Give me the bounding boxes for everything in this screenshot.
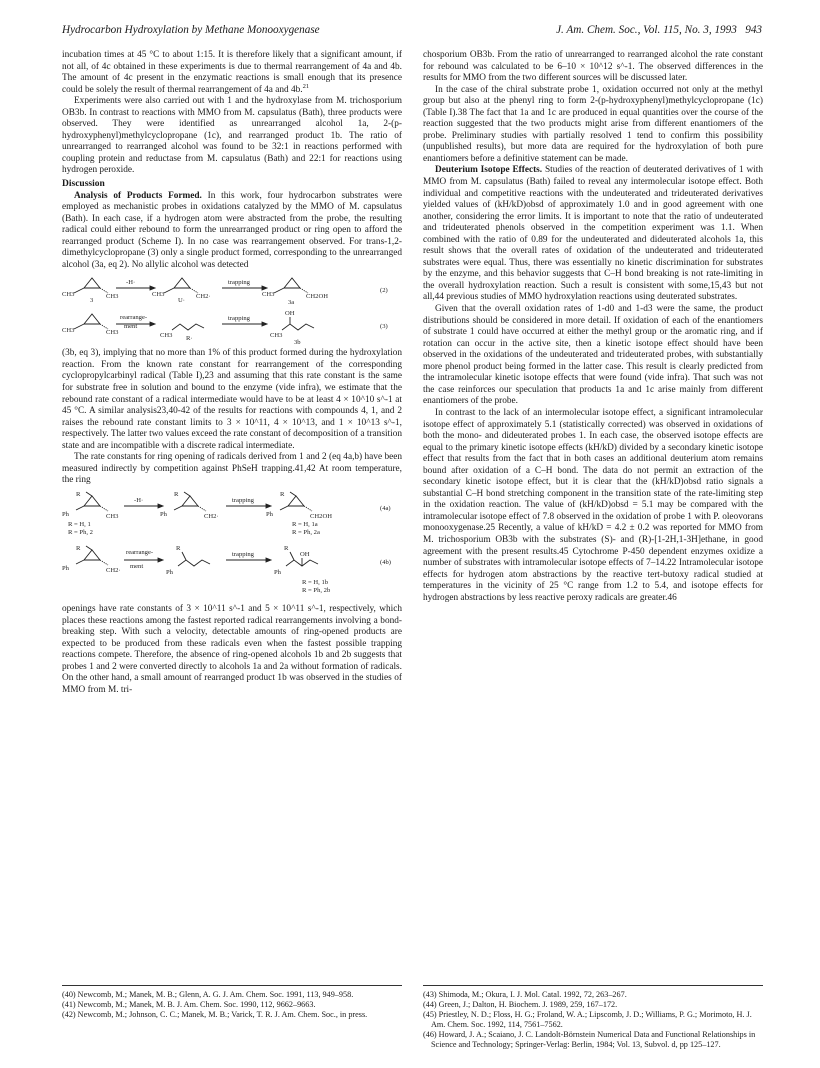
svg-text:Ph: Ph xyxy=(274,568,281,576)
svg-text:R = Ph, 2b: R = Ph, 2b xyxy=(302,586,331,594)
svg-text:Ph: Ph xyxy=(266,510,273,518)
svg-text:CH2OH: CH2OH xyxy=(306,293,328,301)
svg-text:Ph: Ph xyxy=(160,510,167,518)
svg-text:OH: OH xyxy=(285,310,295,318)
svg-text:(2): (2) xyxy=(380,287,388,295)
svg-text:CH2OH: CH2OH xyxy=(310,512,332,520)
svg-text:3: 3 xyxy=(90,297,94,305)
svg-text:CH3: CH3 xyxy=(152,291,165,299)
svg-text:CH3: CH3 xyxy=(106,293,119,301)
svg-text:rearrange-: rearrange- xyxy=(120,314,148,322)
svg-text:trapping: trapping xyxy=(232,496,254,504)
svg-text:CH2·: CH2· xyxy=(196,293,211,301)
paragraph: The rate constants for ring opening of radicals derived from 1 and 2 (eq 4a,b) have been measured indirectly by competition against PhSeH trapping.41,42 At room temperature, the ring xyxy=(62,452,402,486)
svg-text:3b: 3b xyxy=(294,339,301,347)
svg-text:CH3: CH3 xyxy=(262,291,275,299)
page-number: 943 xyxy=(745,24,762,36)
svg-text:U·: U· xyxy=(178,297,185,305)
right-column xyxy=(423,50,763,604)
svg-text:R: R xyxy=(284,544,289,552)
svg-text:CH2·: CH2· xyxy=(106,566,121,574)
paragraph: openings have rate constants of 3 × 10^11 s^-1 and 5 × 10^11 s^-1, respectively, which places these reactions among the fastest reported radical rearrangements involving a bond-breaking step. With such a velocity, detectable amounts of ring-opened products are expected to be produced from these radicals even when the fastest possible trapping reactions compete. Therefore, the absence of ring-opened alcohols 1b and 2b suggests that probes 1 and 2 were converted directly to alcohols 1a and 2a without formation of radicals. On the other hand, a small amount of rearranged product 1b was observed in the studies of MMO from M. tri- xyxy=(62,603,402,695)
footnote: (43) Shimoda, M.; Okura, I. J. Mol. Catal. 1992, 72, 263–267. xyxy=(423,990,627,999)
footnote: (41) Newcomb, M.; Manek, M. B. J. Am. Chem. Soc. 1990, 112, 9662–9663. xyxy=(62,1000,316,1009)
running-header xyxy=(62,24,762,40)
svg-text:R = Ph, 2: R = Ph, 2 xyxy=(68,528,93,536)
svg-text:R: R xyxy=(76,490,81,498)
svg-text:R = H, 1: R = H, 1 xyxy=(68,520,91,528)
equation-4-scheme xyxy=(62,490,402,602)
footnote-rule xyxy=(423,985,763,986)
footnote: (45) Priestley, N. D.; Floss, H. G.; Froland, W. A.; Lipscomb, J. D.; Williams, P. G.; Morimoto, H. J. Am. Chem. Soc. 1992, 114, 7561–7562. xyxy=(423,1010,752,1029)
svg-text:R: R xyxy=(174,490,179,498)
footnote: (42) Newcomb, M.; Johnson, C. C.; Manek, M. B.; Varick, T. R. J. Am. Chem. Soc., in press. xyxy=(62,1010,368,1019)
svg-text:CH3: CH3 xyxy=(62,291,75,299)
paragraph: Experiments were also carried out with 1 and the hydroxylase from M. trichosporium OB3b. In contrast to reactions with MMO from M. capsulatus (Bath), three products were observed. They were identified as unrearranged alcohol 1a, 2-(p-hydroxyphenyl)methylcyclopropane (1c), and rearranged product 1b. The ratio of unrearranged to rearranged alcohol was found to be 32:1 in reactions performed with coupling protein and reductase from M. capsulatus (Bath) and 22:1 for reactions using hydrogen peroxide. xyxy=(62,96,402,176)
svg-text:ment: ment xyxy=(124,323,138,331)
equation-2-3-scheme xyxy=(62,274,402,346)
svg-text:R = Ph, 2a: R = Ph, 2a xyxy=(292,528,320,536)
footnote: (44) Green, J.; Dalton, H. Biochem. J. 1989, 259, 167–172. xyxy=(423,1000,618,1009)
svg-text:CH2·: CH2· xyxy=(204,512,219,520)
footnote: (40) Newcomb, M.; Manek, M. B.; Glenn, A. G. J. Am. Chem. Soc. 1991, 113, 949–958. xyxy=(62,990,354,999)
paragraph: (3b, eq 3), implying that no more than 1% of this product formed during the hydroxylation reaction. From the known rate constant for rearrangement of the corresponding cyclopropylcarbinyl radical (Table I),23 and assuming that this rate constant is the same for substrate free in solution and bound to the enzyme (vide infra), we estimate that the rebound rate constant of a radical intermediate would have to be at least 4 × 10^10 s^-1 at 45 °C. A similar analysis23,40-42 of the results for reactions with compounds 4, 1, and 2 raises the rebound rate constant limits to 3 × 10^11, 4 × 10^13, and 1 × 10^13 s^-1, respectively. The latter two values exceed the rate constant of decomposition of a transition state and are incompatible with a discrete radical intermediate. xyxy=(62,348,402,451)
footnotes-left xyxy=(62,985,402,1020)
svg-text:trapping: trapping xyxy=(228,279,250,287)
svg-text:trapping: trapping xyxy=(232,550,254,558)
svg-text:R = H, 1b: R = H, 1b xyxy=(302,578,329,586)
paragraph: In the case of the chiral substrate probe 1, oxidation occurred not only at the methyl group but also at the phenyl ring to form 2-(p-hydroxyphenyl)methylcyclopropane (1c) (Table I).38 The fact that 1a and 1c are produced in equal quantities over the course of the reaction suggested that the two products might arise from different enantiomers of the probe. Preliminary studies with partially resolved 1 tend to confirm this possibility (unpublished results), but more data are required for the hydroxylation of both pure enantiomers before a definitive statement can be made. xyxy=(423,84,763,164)
footnote: (46) Howard, J. A.; Scaiano, J. C. Landolt-Börnstein Numerical Data and Functional Relationships in Science and Technology; Springer-Verlag: Berlin, 1984; Vol. 13, Subvol. d, pp 125–127. xyxy=(423,1030,756,1049)
paragraph: Analysis of Products Formed. In this work, four hydrocarbon substrates were employed as mechanistic probes in oxidations catalyzed by the MMO of M. capsulatus (Bath). In each case, if a hydrogen atom were abstracted from the probe, the resulting radical could either rebound to form the unrearranged product or ring open to afford the rearranged product (Scheme I). In no case was rearrangement observed. For trans-1,2-dimethylcyclopropane (3) only a single product formed, corresponding to the unrearranged alcohol (3a, eq 2). No allylic alcohol was detected xyxy=(62,190,402,270)
paragraph: incubation times at 45 °C to about 1:15. It is therefore likely that a significant amount, if not all, of 4c obtained in these experiments is due to thermal rearrangement of 4a and 4b. The amount of 4c present in the enzymatic reactions is small enough that its presence could be solely the result of thermal rearrangement of 4a and 4b.$^{21}$ xyxy=(62,50,402,95)
section-heading: Discussion xyxy=(62,179,105,190)
svg-text:ment: ment xyxy=(130,562,144,570)
svg-text:(4a): (4a) xyxy=(380,504,391,512)
paragraph: Given that the overall oxidation rates of 1-d0 and 1-d3 were the same, the product distributions should be considered in more detail. If oxidation of each of the enantiomers of substrate 1 could have occurred at either the methyl group or the aromatic ring, and if rotation can occur in the active site, then a kinetic isotope effect should have been observed in the oxidations of the undeuterated and trideuterated probes, with substantially more phenol product being formed in the latter case. This result is clearly predicted from the intramolecular kinetic isotope effects that were found (vide infra). That such was not the case reinforces our speculation that products 1a and 1c arise mainly from different enantiomers of the probe. xyxy=(423,304,763,407)
svg-text:-H·: -H· xyxy=(126,279,136,287)
svg-text:CH3: CH3 xyxy=(270,332,283,340)
svg-text:CH3: CH3 xyxy=(160,332,173,340)
paragraph: In contrast to the lack of an intermolecular isotope effect, a significant intramolecular isotope effect of approximately 5.1 (statistically corrected) was observed in oxidations of both the mono- and dideuterated probes 1. In each case, the observed isotope effects are equal to the primary kinetic isotope effects (kH/kD) divided by a secondary kinetic isotope effect that results from the fact that in both cases an additional deuterium atom remains bound after oxidation of a C–H bond. The data do not permit an extraction of the secondary kinetic isotope effect, but it is clear that the (kH/kD)obsd ratio signals a substantial C–H bond stretching component in the transition state of the rate-limiting step in the oxidation reaction. The value of (kH/kD)obsd = 5.1 may be compared with the intramolecular isotope effect of 7.8 observed in the oxidation of probe 1 with P. oleovorans monooxygenase.25 Recently, a value of kH/kD = 4.2 ± 0.2 was reported for MMO from M. trichosporium OB3b with the substrates (S)- and (R)-[1-2H,1-3H]ethane, in good agreement with the present results.45 Cytochrome P-450 dependent enzymes oxidize a number of substrates with intramolecular isotope effects of 7–14.22 Intramolecular isotope effects for hydrogen atom abstractions by the reactive tert-butoxy radical studied at temperatures in the vicinity of 25 °C range from 1.2 to 5.4, and isotope effects for hydrogen abstractions by less reactive peroxy radicals are greater.46 xyxy=(423,407,763,603)
svg-text:R = H, 1a: R = H, 1a xyxy=(292,520,318,528)
paragraph: chosporium OB3b. From the ratio of unrearranged to rearranged alcohol the rate constant for rebound was calculated to be 6–10 × 10^12 s^-1. The observed differences in the results for MMO from the two different sources will be discussed later. xyxy=(423,50,763,84)
header-citation: J. Am. Chem. Soc., Vol. 115, No. 3, 1993 943 xyxy=(556,24,762,36)
svg-text:(3): (3) xyxy=(380,323,388,331)
footnote-rule xyxy=(62,985,402,986)
svg-text:Ph: Ph xyxy=(62,564,69,572)
svg-text:CH3: CH3 xyxy=(106,329,119,337)
svg-text:-H·: -H· xyxy=(134,496,144,504)
paragraph: Deuterium Isotope Effects. Studies of the reaction of deuterated derivatives of 1 with MMO from M. capsulatus (Bath) failed to reveal any intermolecular isotope effect. Both individual and competitive reactions with the undeuterated and trideuterated derivatives yielded values of (kH/kD)obsd of approximately 1.0 and in good agreement with one another, considering the error limits. It is important to note that the ratio of undeuterated and trideuterated phenols observed in the competition experiment was 1.1. When combined with the ratio of 0.89 for the undeuterated and dideuterated alcohols 1a, this result shows that the overall rates of oxidation of the undeuterated and trideuterated substrates were equal. Thus, there was essentially no kinetic discrimination for substrates by the enzyme, and this behavior suggests that C–H bond breaking is not rate-limiting in the overall hydroxylation reaction. Such a result is consistent with some,15,43 but not all,44 previous studies of MMO hydroxylation reactions using deuterated substrates. xyxy=(423,165,763,303)
svg-text:trapping: trapping xyxy=(228,315,250,323)
svg-text:CH3: CH3 xyxy=(106,512,119,520)
svg-text:Ph: Ph xyxy=(166,568,173,576)
svg-text:rearrange-: rearrange- xyxy=(126,548,154,556)
svg-text:R: R xyxy=(280,490,285,498)
svg-text:R·: R· xyxy=(186,335,193,343)
svg-text:Ph: Ph xyxy=(62,510,69,518)
svg-text:3a: 3a xyxy=(288,299,295,307)
header-journal-title: Hydrocarbon Hydroxylation by Methane Monooxygenase xyxy=(62,24,320,36)
footnotes-right xyxy=(423,985,763,1050)
svg-text:CH3: CH3 xyxy=(62,327,75,335)
svg-text:(4b): (4b) xyxy=(380,558,391,566)
left-column xyxy=(62,50,402,696)
svg-text:R: R xyxy=(76,544,81,552)
svg-text:R: R xyxy=(176,544,181,552)
svg-text:OH: OH xyxy=(300,550,310,558)
